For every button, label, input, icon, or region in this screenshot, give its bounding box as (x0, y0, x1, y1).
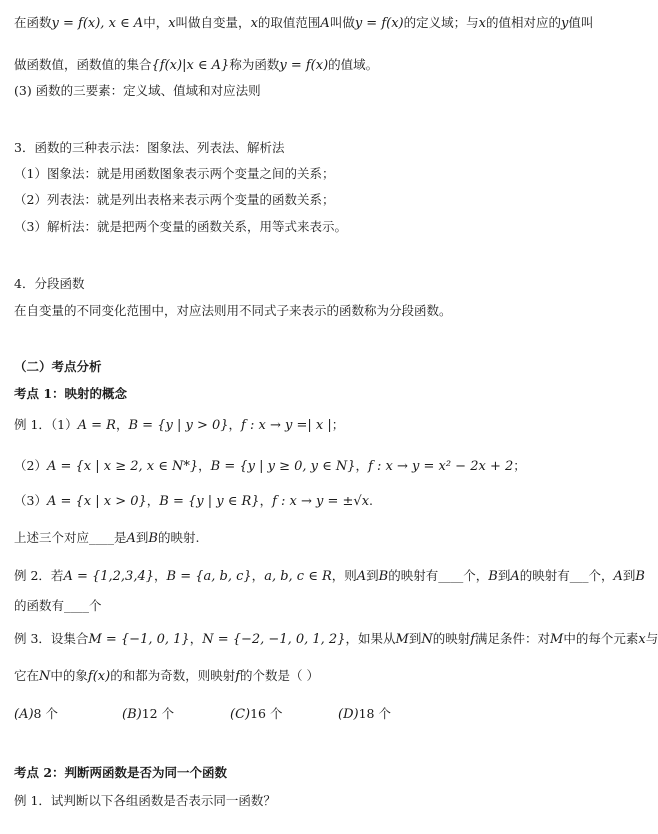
option-text: 8 个 (33, 706, 58, 721)
text: 例 2．若 (14, 568, 64, 583)
text: 与 (645, 631, 658, 646)
option-text: 12 个 (141, 706, 175, 721)
example-3-line-2 (14, 665, 626, 688)
math: a, b, c ∈ R (264, 569, 332, 584)
text: 例 3．设集合 (14, 631, 89, 646)
text: ，如果从 (345, 631, 396, 646)
example-1-part-2 (14, 455, 626, 478)
math: A (356, 569, 367, 584)
text: 中的象 (50, 668, 88, 683)
three-elements-line: (3) 函数的三要素：定义域、值域和对应法则 (14, 83, 261, 98)
piecewise-definition: 在自变量的不同变化范围中，对应法则用不同式子来表示的函数称为分段函数。 (14, 303, 452, 318)
text: 叫做 (329, 15, 355, 30)
text: ； (331, 417, 345, 432)
math: A = {1,2,3,4} (63, 569, 155, 584)
math: B (148, 531, 158, 546)
text: 它在 (14, 668, 40, 683)
math: {f(x)|x ∈ A} (151, 58, 230, 73)
analytic-method-line: （3）解析法：就是把两个变量的函数关系，用等式来表示。 (14, 219, 347, 234)
math: M (550, 632, 564, 647)
text: 的映射. (157, 530, 200, 545)
text: ， (355, 458, 369, 473)
text: . (369, 493, 374, 508)
math: y = f(x), x ∈ A (51, 16, 144, 31)
definition-line-1 (14, 12, 626, 35)
option-letter: (C) (230, 707, 251, 722)
text: 叫做自变量， (175, 15, 251, 30)
math: y = f(x) (354, 16, 404, 31)
text: 到 (408, 631, 422, 646)
text: 的值域。 (328, 57, 379, 72)
text: ； (513, 458, 526, 473)
example-1-part-3 (14, 490, 626, 513)
example-1-part-1 (14, 414, 626, 437)
math: x (168, 16, 176, 31)
math: x (250, 16, 258, 31)
text: 值叫 (568, 15, 594, 30)
text: （2） (14, 458, 47, 473)
text: 例 1．（1） (14, 417, 78, 432)
math: f(x) (87, 669, 111, 684)
option-letter: (A) (14, 707, 34, 722)
math: B (488, 569, 498, 584)
text: 在函数 (14, 15, 52, 30)
text: 的和都为奇数，则映射 (110, 668, 236, 683)
text: （3） (14, 493, 47, 508)
math: B = {y | y > 0} (128, 418, 229, 433)
example-1-question (14, 527, 626, 550)
math: x (478, 16, 486, 31)
math: y (561, 16, 569, 31)
math: B = {y | y ∈ R} (159, 494, 260, 509)
math: A = {x | x > 0} (46, 494, 147, 509)
text: 中， (143, 15, 169, 30)
text: ， (189, 631, 203, 646)
option-d (338, 703, 446, 726)
math: N (421, 632, 433, 647)
math: f : x → y =| x | (241, 418, 332, 433)
topic-2-heading: 考点 2：判断两函数是否为同一个函数 (14, 765, 228, 780)
option-letter: (D) (338, 707, 359, 722)
math: y = f(x) (279, 58, 329, 73)
text: 做函数值，函数值的集合 (14, 57, 152, 72)
text: 到 (366, 568, 379, 583)
math: M = {−1, 0, 1} (88, 632, 190, 647)
math: f : x → y = x² − 2x + 2 (368, 459, 514, 474)
text: 到 (622, 568, 636, 583)
math: A = {x | x ≥ 2, x ∈ N*} (46, 459, 199, 474)
text: ， (251, 568, 265, 583)
option-b (122, 703, 230, 726)
math: B (378, 569, 389, 584)
math: B = {a, b, c} (166, 569, 252, 584)
text: 到 (497, 568, 511, 583)
section-heading-analysis: （二）考点分析 (14, 359, 102, 374)
option-c (230, 703, 338, 726)
example-3-line-1 (14, 628, 658, 651)
text: 中的每个元素 (563, 631, 639, 646)
topic-2-example-1: 例 1．试判断以下各组函数是否表示同一函数？ (14, 793, 276, 808)
text: 的值相对应的 (485, 15, 561, 30)
topic-1-heading: 考点 1：映射的概念 (14, 386, 128, 401)
math: A (613, 569, 623, 584)
example-3-options (14, 703, 626, 726)
option-text: 16 个 (250, 706, 283, 721)
text: 上述三个对应____是 (14, 530, 127, 545)
math: A (126, 531, 136, 546)
math: B (635, 569, 645, 584)
math: A = R (77, 418, 116, 433)
math: x (638, 632, 646, 647)
text: 满足条件：对 (475, 631, 551, 646)
text: 的取值范围 (257, 15, 321, 30)
example-2-line-2: 的函数有____个 (14, 598, 102, 613)
option-letter: (B) (122, 707, 142, 722)
math: A (510, 569, 520, 584)
text: ， (228, 417, 242, 432)
math: B = {y | y ≥ 0, y ∈ N} (210, 459, 356, 474)
math: f : x → y = ±√x (272, 494, 370, 509)
table-method-line: （2）列表法：就是列出表格来表示两个变量的函数关系； (14, 192, 335, 207)
option-a (14, 703, 122, 726)
math: f (235, 669, 241, 684)
text: 到 (135, 530, 149, 545)
example-2-line-1 (14, 565, 645, 588)
option-text: 18 个 (358, 706, 391, 721)
math: f (470, 632, 476, 647)
math: N (39, 669, 51, 684)
math: A (320, 16, 330, 31)
text: ， (115, 417, 129, 432)
graph-method-line: （1）图象法：就是用函数图象表示两个变量之间的关系； (14, 166, 335, 181)
text: ， (154, 568, 167, 583)
text: ， (198, 458, 211, 473)
text: ， (146, 493, 160, 508)
representations-heading: 3．函数的三种表示法：图象法、列表法、解析法 (14, 140, 285, 155)
text: 称为函数 (229, 57, 280, 72)
text: 的定义域；与 (403, 15, 479, 30)
piecewise-heading: 4．分段函数 (14, 276, 85, 291)
definition-line-2 (14, 54, 626, 77)
math: N = {−2, −1, 0, 1, 2} (202, 632, 346, 647)
text: 的映射 (432, 631, 471, 646)
text: ， (259, 493, 273, 508)
text: ，则 (331, 568, 357, 583)
text: 的映射有____个， (388, 568, 489, 583)
math: M (395, 632, 409, 647)
text: 的映射有___个， (519, 568, 614, 583)
text: 的个数是（ ） (240, 668, 320, 683)
